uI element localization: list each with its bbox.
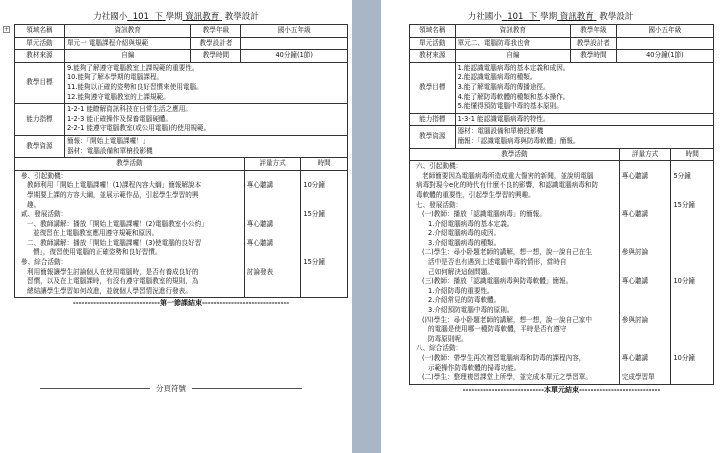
title-mid: 學期 (165, 12, 183, 22)
resource-label: 教學資源 (410, 126, 456, 148)
time-line (673, 296, 711, 306)
source-label: 教材來源 (15, 50, 65, 63)
title-subject: 資訊教育 (559, 12, 594, 22)
designer-value[interactable] (241, 37, 348, 50)
title-term: 下 (528, 12, 538, 22)
time-line (303, 172, 345, 182)
unit-value[interactable]: 單元一 電腦課程介紹與規範 (64, 37, 191, 50)
assessment-line (622, 258, 669, 268)
activity-line: (四)學生：尋小卧題老師的講解，想一想，說一說自己家中 (422, 315, 592, 324)
time-line (303, 220, 345, 230)
assessment-line (622, 220, 669, 230)
activity-line: 1.介紹電腦病毒的基本定義。 (428, 219, 514, 228)
time-line: 10分鐘 (673, 354, 696, 362)
title-end: 教學設計 (599, 12, 634, 22)
time-line: 15分鐘 (303, 210, 325, 219)
unit-label: 單元活動 (410, 37, 456, 50)
time-line (303, 287, 345, 297)
activity-line: 老師簡要因為電腦病毒所造成重大傷害的新聞，並說明電腦 (422, 171, 594, 180)
activity-line: (一)教師：帶學生再次複習電腦病毒和防毒的課程內容， (422, 354, 586, 362)
assessment-line: 專心聽講 (621, 210, 649, 219)
assessment-line: 完成學習單 (621, 373, 655, 382)
time-line (673, 239, 711, 249)
activity-line: 七、發展活動： (416, 200, 463, 209)
goals-cell[interactable] (64, 62, 347, 103)
goal-item: 12.能夠遵守電腦教室的上課規範。 (66, 92, 170, 101)
time-line (673, 335, 711, 345)
source-value[interactable]: 自編 (64, 50, 191, 63)
activity-line: 己如何解決這個問題。 (428, 267, 494, 276)
domain-label: 領域名稱 (15, 25, 65, 38)
assessment-line (247, 210, 299, 220)
activity-body[interactable] (410, 161, 620, 385)
resource-item: 簡報：「開始上電腦課囉！」 (66, 136, 150, 145)
assessment-line (622, 287, 669, 297)
goal-item: 10.能夠了解本學期的電腦課程。 (66, 73, 164, 82)
activity-line: 3.介紹預防電腦中毒的原則。 (428, 306, 514, 315)
domain-value[interactable]: 資訊教育 (64, 25, 191, 38)
assessment-line: 討論發表 (246, 267, 274, 276)
resource-label: 教學資源 (15, 135, 65, 157)
activity-line: 八、綜合活動： (416, 344, 463, 353)
title-mid: 學期 (540, 12, 558, 22)
assessment-line (247, 248, 299, 258)
assessment-line (622, 201, 669, 211)
assessment-header: 評量方式 (244, 158, 301, 171)
time-line (303, 229, 345, 239)
activity-line: 的電腦是使用哪一種防毒軟體，平時是否有遵守 (428, 325, 567, 334)
assessment-line (622, 306, 669, 316)
time-line (673, 364, 711, 374)
time-line: 15分鐘 (673, 200, 696, 209)
grade-label: 教學年級 (191, 25, 241, 38)
activity-header: 教學活動 (410, 148, 620, 161)
end-line: ----------------------------本單元結束---------------------------- (462, 385, 661, 394)
time-label: 教學時間 (571, 50, 617, 63)
domain-label: 領域名稱 (410, 25, 456, 38)
page-title (0, 10, 352, 24)
time-line (673, 316, 711, 326)
goals-label: 教學目標 (15, 62, 65, 103)
time-line (673, 220, 711, 230)
assessment-line: 專心聽講 (621, 277, 649, 286)
assessment-line (247, 191, 299, 201)
assessment-line (622, 239, 669, 249)
assessment-line (622, 229, 669, 239)
assessment-line (247, 277, 299, 287)
document-page-left (0, 0, 352, 453)
activity-line: 一、教師講解：播放「開始上電腦課囉！(2)電腦教室小公約」 (27, 219, 208, 228)
activity-line: 習慣，以及在上電腦課時，有沒有遵守電腦教室的規則，為 (27, 277, 199, 286)
activity-line: 總結讓學生學習如何改進，並就個人學習情況進行發表。 (27, 286, 192, 295)
activity-line: (三)教師：播放「認識電腦病毒與防毒軟體」簡報。 (422, 277, 573, 286)
activity-line: 六、引起動機： (416, 162, 463, 171)
goal-item: 2.能認識電腦病毒的種類。 (457, 73, 537, 82)
time-header: 時間 (301, 158, 348, 171)
activity-line: 參、綜合活動： (21, 258, 68, 267)
time-line: 10分鐘 (673, 277, 696, 286)
assessment-line (622, 296, 669, 306)
activity-header: 教學活動 (15, 158, 245, 171)
time-line (673, 258, 711, 268)
time-line (303, 201, 345, 211)
time-line (673, 229, 711, 239)
time-line (673, 325, 711, 335)
time-line (303, 277, 345, 287)
grade-label: 教學年級 (571, 25, 617, 38)
unit-value[interactable]: 單元二、電腦防毒我也會 (455, 37, 571, 50)
assessment-line (622, 325, 669, 335)
title-school: 力社國小 (467, 12, 502, 22)
title-subject: 資訊教育 (185, 12, 220, 22)
designer-label: 教學設計者 (571, 37, 617, 50)
activity-line: 2.介紹電腦病毒的成因。 (428, 229, 501, 238)
assessment-line (247, 287, 299, 297)
time-line (303, 248, 345, 258)
time-header: 時間 (671, 148, 714, 161)
source-value[interactable]: 自編 (455, 50, 571, 63)
activity-table (409, 148, 714, 385)
activity-line: 貳、發展活動： (21, 210, 68, 219)
assessment-line: 參與討論 (621, 315, 649, 324)
time-line (673, 268, 711, 278)
goals-label: 教學目標 (410, 62, 456, 113)
activity-line: (二)學生：整理複習課堂上所學，並完成本單元之學習單。 (422, 373, 592, 382)
activity-line: 趣。 (27, 200, 41, 209)
title-school: 力社國小 (93, 12, 128, 22)
time-line (673, 344, 711, 354)
time-line (673, 306, 711, 316)
assessment-body[interactable] (244, 170, 301, 298)
time-label: 教學時間 (191, 50, 241, 63)
time-line: 15分鐘 (303, 258, 325, 267)
time-line (673, 162, 711, 172)
resource-item: 簡報：「認識電腦病毒與防毒軟體」簡報。 (457, 136, 580, 145)
time-line (673, 191, 711, 201)
document-gutter (352, 0, 381, 453)
lesson-info-table (409, 24, 714, 149)
time-line (673, 248, 711, 258)
time-line (673, 181, 711, 191)
ability-cell[interactable] (455, 113, 713, 126)
assessment-line (622, 191, 669, 201)
goal-item: 3.能了解電腦病毒的傳播途徑。 (457, 82, 550, 91)
resource-item: 器材：電腦設備和單槍投影機 (457, 127, 544, 136)
activity-line: (一)教師：播放「認識電腦病毒」的簡報。 (422, 210, 546, 219)
time-body[interactable] (301, 170, 348, 298)
title-year: 101 (132, 12, 149, 22)
assessment-line (622, 364, 669, 374)
goal-item: 5.能懂得預防電腦中毒的基本原則。 (457, 102, 563, 111)
ability-label: 能力指標 (15, 104, 65, 136)
title-term: 下 (154, 12, 163, 22)
time-value[interactable]: 40分鐘(1節) (241, 50, 348, 63)
activity-body[interactable] (15, 170, 245, 298)
grade-value[interactable]: 國小五年級 (616, 25, 713, 38)
assessment-line: 專心聽講 (621, 171, 649, 180)
activity-line: 示範操作防毒軟體的掃毒功能。 (428, 363, 521, 372)
time-line: 5分鐘 (673, 171, 691, 180)
assessment-line: 參與討論 (621, 248, 649, 257)
page-break-label: 分頁符號 (150, 384, 192, 393)
activity-line: 3.介紹電腦病毒的種類。 (428, 238, 501, 247)
assessment-line (622, 181, 669, 191)
ability-cell[interactable] (64, 104, 347, 136)
assessment-line (622, 335, 669, 345)
page-break (40, 383, 302, 394)
lesson-info-table (14, 24, 348, 158)
goals-cell[interactable] (455, 62, 713, 113)
goal-item: 1.能認識電腦病毒的基本定義和成因。 (457, 63, 570, 72)
assessment-body[interactable] (619, 161, 671, 385)
title-end: 教學設計 (224, 12, 259, 22)
activity-line: 利用簡報讓學生討論個人在使用電腦時，是否有養成良好的 (27, 267, 199, 276)
assessment-header: 評量方式 (619, 148, 671, 161)
assessment-line (247, 172, 299, 182)
source-label: 教材來源 (410, 50, 456, 63)
assessment-line (622, 162, 669, 172)
activity-line: 二、教師講解：播放「開始上電腦課囉！(3)使電腦的良好習 (27, 238, 202, 247)
assessment-line: 專心聽講 (246, 219, 274, 228)
grade-value[interactable]: 國小五年級 (241, 25, 348, 38)
title-year: 101 (507, 12, 524, 22)
activity-table (14, 157, 348, 298)
ability-item: 1-3-1 能認識電腦病毒的特性。 (457, 114, 550, 123)
goal-item: 9.能夠了解遵守電腦教室上課規範的重要性。 (66, 63, 199, 72)
activity-line: 學期要上課的方容大綱，並展示範作品，引起學生學習的興 (27, 190, 199, 199)
end-line-text: 第一節課結束 (160, 299, 202, 308)
activity-line: 活中是否也有遇到上述電腦中毒的情形，當時自 (428, 258, 567, 267)
ability-item: 2-2-1 能遵守電腦教室(或公用電腦)的使用規範。 (66, 124, 211, 133)
assessment-line (247, 258, 299, 268)
time-line (673, 373, 711, 383)
activity-line: 1.介紹防毒的重要性。 (428, 286, 494, 295)
activity-line: 教師利用「開始上電腦課囉！(1)課程內容大綱」簡報解說本 (27, 181, 202, 190)
assessment-line: 專心聽講 (246, 181, 274, 190)
activity-line: 參、引起動機： (21, 171, 68, 180)
designer-value[interactable] (616, 37, 713, 50)
unit-label: 單元活動 (15, 37, 65, 50)
time-line: 10分鐘 (303, 181, 325, 190)
end-line-text: 本單元結束 (544, 385, 579, 394)
resource-item: 器材：電腦設備和單槍投影機 (66, 146, 153, 155)
assessment-line (622, 268, 669, 278)
assessment-line: 專心聽講 (621, 354, 649, 362)
goal-item: 11.能夠以正確的姿勢和良好習慣來使用電腦。 (66, 82, 203, 91)
ability-item: 1-2-1 能瞭解資訊科技在日常生活之應用。 (66, 105, 192, 114)
activity-line: (二)學生：尋小卧題老師的講解，想一想，說一說自己在生 (422, 248, 592, 257)
resource-cell[interactable] (64, 135, 347, 157)
page-title (381, 10, 720, 24)
activity-line: 慣」，復習使用電腦的正確姿勢和良好習慣。 (33, 248, 162, 257)
time-value[interactable]: 40分鐘(1節) (616, 50, 713, 63)
activity-line: 毒軟體的重要性，引起學生學習的興趣。 (416, 190, 535, 199)
assessment-line: 專心聽講 (246, 238, 274, 247)
move-handle-icon[interactable]: + (4, 26, 10, 33)
activity-line: 防毒原則呢。 (428, 334, 468, 343)
assessment-line (247, 229, 299, 239)
activity-line: 並復習在上電腦教室應用遵守規範和原因。 (33, 229, 159, 238)
time-body[interactable] (671, 161, 714, 385)
ability-item: 1-2-3 能正確操作及保養電腦硬體。 (66, 114, 173, 123)
time-line (303, 239, 345, 249)
assessment-line (622, 344, 669, 354)
goal-item: 4.能了解防毒軟體的種類和基本操作。 (457, 92, 570, 101)
ability-label: 能力指標 (410, 113, 456, 126)
end-line: ------------------------------第一節課結束------------------------------ (72, 299, 290, 308)
time-line (303, 191, 345, 201)
designer-label: 教學設計者 (191, 37, 241, 50)
activity-line: 2.介紹常見的防毒軟體。 (428, 296, 501, 305)
resource-cell[interactable] (455, 126, 713, 148)
domain-value[interactable]: 資訊教育 (455, 25, 571, 38)
time-line (303, 268, 345, 278)
activity-line: 病毒對現今e化的時代有什麼不良的影響，和認識電腦病毒和防 (416, 181, 599, 190)
assessment-line (247, 201, 299, 211)
time-line (673, 210, 711, 220)
time-line (673, 287, 711, 297)
document-page-right (381, 0, 720, 453)
